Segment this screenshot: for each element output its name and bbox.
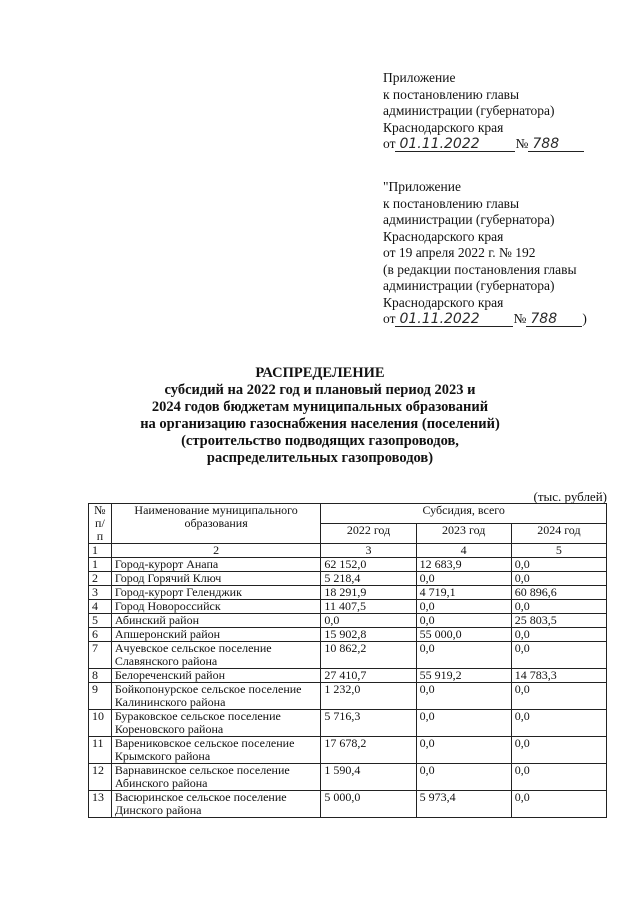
municipality-name: Город-курорт Геленджик xyxy=(111,586,321,600)
subsidy-2023: 55 919,2 xyxy=(416,669,511,683)
row-number: 12 xyxy=(89,764,112,791)
appendix-line: Краснодарского края xyxy=(383,228,504,244)
subsidy-2023: 12 683,9 xyxy=(416,558,511,572)
subsidy-2022: 15 902,8 xyxy=(321,628,416,642)
subsidy-2024: 0,0 xyxy=(511,572,606,586)
title-line: (строительство подводящих газопроводов, xyxy=(181,433,459,449)
table-row xyxy=(89,669,607,683)
municipality-name: Ачуевское сельское поселение Славянского района xyxy=(111,642,321,669)
appendix-previous xyxy=(383,179,587,328)
subsidy-2022: 1 590,4 xyxy=(321,764,416,791)
subsidy-2022: 17 678,2 xyxy=(321,737,416,764)
subsidy-2024: 0,0 xyxy=(511,642,606,669)
row-number: 1 xyxy=(89,558,112,572)
colnum: 2 xyxy=(111,544,321,558)
date-prefix: от xyxy=(383,136,396,151)
subsidy-2023: 5 973,4 xyxy=(416,791,511,818)
handwritten-number: 788 xyxy=(526,312,582,327)
table-row xyxy=(89,710,607,737)
municipality-name: Город Горячий Ключ xyxy=(111,572,321,586)
subsidy-2022: 10 862,2 xyxy=(321,642,416,669)
subsidy-2023: 55 000,0 xyxy=(416,628,511,642)
municipality-name: Апшеронский район xyxy=(111,628,321,642)
table-row xyxy=(89,764,607,791)
subsidy-2024: 0,0 xyxy=(511,710,606,737)
municipality-name: Бойкопонурское сельское поселение Калининского района xyxy=(111,683,321,710)
subsidy-2023: 0,0 xyxy=(416,642,511,669)
subsidy-2022: 18 291,9 xyxy=(321,586,416,600)
subsidy-2024: 0,0 xyxy=(511,737,606,764)
subsidy-2022: 0,0 xyxy=(321,614,416,628)
table-row xyxy=(89,614,607,628)
appendix-line: (в редакции постановления главы xyxy=(383,261,577,277)
municipality-name: Белореченский район xyxy=(111,669,321,683)
row-number: 6 xyxy=(89,628,112,642)
document-title xyxy=(0,365,640,467)
colnum: 1 xyxy=(89,544,112,558)
subsidy-2023: 0,0 xyxy=(416,600,511,614)
row-number: 9 xyxy=(89,683,112,710)
municipality-name: Город Новороссийск xyxy=(111,600,321,614)
subsidy-2022: 1 232,0 xyxy=(321,683,416,710)
table-row xyxy=(89,642,607,669)
subsidy-2023: 0,0 xyxy=(416,737,511,764)
row-number: 10 xyxy=(89,710,112,737)
closing-paren: ) xyxy=(582,311,587,326)
handwritten-date: 01.11.2022 xyxy=(395,137,515,152)
subsidy-2022: 5 000,0 xyxy=(321,791,416,818)
unit-note: (тыс. рублей) xyxy=(533,489,607,504)
table-row xyxy=(89,558,607,572)
header-name: Наименование муниципального образования xyxy=(111,504,321,544)
table-row xyxy=(89,600,607,614)
subsidy-2024: 60 896,6 xyxy=(511,586,606,600)
table-row xyxy=(89,737,607,764)
appendix-line: от 19 апреля 2022 г. № 192 xyxy=(383,245,536,260)
subsidy-2024: 0,0 xyxy=(511,600,606,614)
row-number: 2 xyxy=(89,572,112,586)
subsidy-2022: 62 152,0 xyxy=(321,558,416,572)
table-row xyxy=(89,791,607,818)
appendix-line: к постановлению главы xyxy=(383,86,520,102)
municipality-name: Васюринское сельское поселение Динского района xyxy=(111,791,321,818)
appendix-line: "Приложение xyxy=(383,179,461,194)
subsidy-table xyxy=(88,503,607,818)
row-number: 11 xyxy=(89,737,112,764)
header-year: 2024 год xyxy=(511,524,606,544)
handwritten-date: 01.11.2022 xyxy=(395,312,513,327)
colnum: 3 xyxy=(321,544,416,558)
colnum: 4 xyxy=(416,544,511,558)
row-number: 7 xyxy=(89,642,112,669)
header-subsidy-total: Субсидия, всего xyxy=(321,504,607,524)
title-line: на организацию газоснабжения населения (поселений) xyxy=(140,416,500,432)
appendix-current xyxy=(383,70,584,153)
subsidy-2024: 0,0 xyxy=(511,558,606,572)
subsidy-2024: 0,0 xyxy=(511,683,606,710)
header-year: 2023 год xyxy=(416,524,511,544)
subsidy-2024: 14 783,3 xyxy=(511,669,606,683)
municipality-name: Бураковское сельское поселение Кореновского района xyxy=(111,710,321,737)
appendix-line: администрации (губернатора) xyxy=(383,212,555,227)
row-number: 4 xyxy=(89,600,112,614)
subsidy-2024: 0,0 xyxy=(511,628,606,642)
date-prefix: от xyxy=(383,311,396,326)
table-row xyxy=(89,628,607,642)
subsidy-2023: 0,0 xyxy=(416,614,511,628)
row-number: 8 xyxy=(89,669,112,683)
title-line: субсидий на 2022 год и плановый период 2023 и xyxy=(164,382,476,398)
number-prefix: № xyxy=(515,136,529,151)
subsidy-2024: 0,0 xyxy=(511,791,606,818)
title-line: 2024 годов бюджетам муниципальных образований xyxy=(151,399,489,415)
appendix-line: администрации (губернатора) xyxy=(383,278,555,293)
subsidy-2023: 0,0 xyxy=(416,572,511,586)
municipality-name: Абинский район xyxy=(111,614,321,628)
row-number: 13 xyxy=(89,791,112,818)
subsidy-2022: 5 716,3 xyxy=(321,710,416,737)
subsidy-2022: 11 407,5 xyxy=(321,600,416,614)
table-row xyxy=(89,683,607,710)
table-colnum-row xyxy=(89,544,607,558)
title-line: распределительных газопроводов) xyxy=(206,450,434,466)
municipality-name: Варениковское сельское поселение Крымского района xyxy=(111,737,321,764)
subsidy-2024: 25 803,5 xyxy=(511,614,606,628)
appendix-line: к постановлению главы xyxy=(383,195,520,211)
municipality-name: Варнавинское сельское поселение Абинского района xyxy=(111,764,321,791)
appendix-date-line xyxy=(383,136,584,153)
table-body xyxy=(89,558,607,818)
appendix-line: Краснодарского края xyxy=(383,294,504,310)
subsidy-2023: 0,0 xyxy=(416,683,511,710)
number-prefix: № xyxy=(513,311,527,326)
subsidy-2024: 0,0 xyxy=(511,764,606,791)
subsidy-2022: 27 410,7 xyxy=(321,669,416,683)
table-row xyxy=(89,586,607,600)
subsidy-2022: 5 218,4 xyxy=(321,572,416,586)
title-heading: РАСПРЕДЕЛЕНИЕ xyxy=(255,365,385,381)
appendix-line: Приложение xyxy=(383,70,456,85)
appendix-line: Краснодарского края xyxy=(383,119,504,135)
row-number: 3 xyxy=(89,586,112,600)
table-header-row xyxy=(89,504,607,524)
subsidy-2023: 4 719,1 xyxy=(416,586,511,600)
subsidy-2023: 0,0 xyxy=(416,710,511,737)
subsidy-2023: 0,0 xyxy=(416,764,511,791)
row-number: 5 xyxy=(89,614,112,628)
table-row xyxy=(89,572,607,586)
handwritten-number: 788 xyxy=(528,137,584,152)
appendix-date-line xyxy=(383,311,587,328)
header-no: № п/п xyxy=(89,504,112,544)
header-year: 2022 год xyxy=(321,524,416,544)
colnum: 5 xyxy=(511,544,606,558)
appendix-line: администрации (губернатора) xyxy=(383,103,555,118)
municipality-name: Город-курорт Анапа xyxy=(111,558,321,572)
